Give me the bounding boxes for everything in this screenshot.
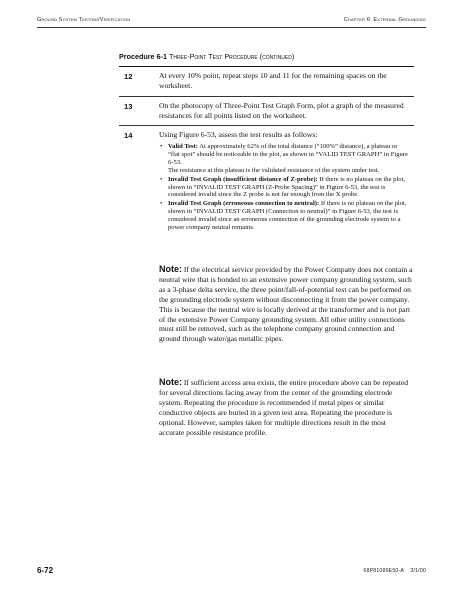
note-label: Note:: [159, 377, 182, 387]
step-text: On the photocopy of Three-Point Test Graph Form, plot a graph of the measured resistances for all points listed on the worksheet.: [159, 101, 404, 120]
list-item: [159, 200, 409, 232]
bullet-icon: •: [160, 143, 163, 150]
bullet-text: At approximately 62% of the total distance (“100%” distance), a plateau or “flat spot” should be noticeable in the plot, as shown in “VALID TEST GRAPH” in Figure 6-53.: [168, 143, 408, 166]
note-text: If the electrical service provided by the Power Company does not contain a neutral wire that is bonded to an extensive power company grounding system, such as a 3-phase delta service, the three point/fall-of-potential test can be performed on the grounding electrode system without disconnecting it from the power company. This is because the neutral wire is locally derived at the transformer and is not part of the extensive Power Company grounding system. All other utility connections must still be removed, such as the telephone company ground connection and ground through water/gas metallic pipes.: [159, 265, 413, 344]
page-number: 6-72: [37, 566, 54, 575]
note-label: Note:: [159, 264, 182, 274]
procedure-number: Procedure 6-1: [119, 52, 167, 61]
step-divider: [119, 125, 414, 126]
header-rule: [37, 27, 426, 28]
list-item: [159, 176, 409, 200]
table-top-rule: [119, 66, 414, 67]
step-number: 13: [124, 102, 133, 111]
assessment-list: [159, 143, 409, 233]
bullet-text: If there is no plateau on the plot, shown in “INVALID TEST GRAPH (Z-Probe Spacing)” in Figure 6-53, the test is considered invalid since the Z probe is not far enough from the X probe.: [168, 175, 406, 199]
bullet-icon: •: [160, 200, 163, 208]
step-divider: [119, 96, 414, 97]
bullet-text: If there is no plateau on the plot, shown in “INVALID TEST GRAPH (Connection to neutral)” in Figure 6-53, the test is considered invalid since an erroneous connection of the grounding electrode system to a power company neutral remains.: [168, 200, 407, 232]
running-header-left: Ground System Testing/Verification: [37, 17, 131, 23]
step-text: Using Figure 6-53, assess the test results as follows:: [159, 130, 318, 139]
bullet-term: Invalid Test Graph (erroneous connection to neutral):: [168, 200, 320, 208]
step-text: At every 10% point, repeat steps 10 and 11 for the remaining spaces on the worksheet.: [159, 71, 387, 90]
note-block: [159, 378, 413, 437]
list-item: [159, 143, 409, 175]
bullet-term: Invalid Test Graph (insufficient distance of Z-probe):: [168, 175, 318, 183]
document-id: 68P81089E50-A 3/1/00: [363, 568, 426, 574]
step-number: 12: [124, 72, 133, 81]
procedure-title: [119, 52, 294, 61]
bullet-term: Valid Test:: [168, 143, 198, 150]
running-header-right: Chapter 6: External Grounding: [343, 17, 426, 23]
procedure-subtitle: Three-Point Test Procedure (continued): [168, 52, 295, 61]
bullet-icon: •: [160, 175, 163, 183]
note-block: [159, 265, 413, 344]
note-text: If sufficient access area exists, the entire procedure above can be repeated for several directions facing away from the center of the grounding electrode system. Repeating the procedure is recommended if metal pipes or similar conductive objects are buried in a given test area. Repeating the procedure is optional. However, samples taken for multiple directions result in the most accurate possible resistance profile.: [159, 378, 409, 437]
bullet-extra: The resistance at this plateau is the validated resistance of the system under test.: [168, 166, 380, 174]
step-number: 14: [124, 131, 133, 140]
